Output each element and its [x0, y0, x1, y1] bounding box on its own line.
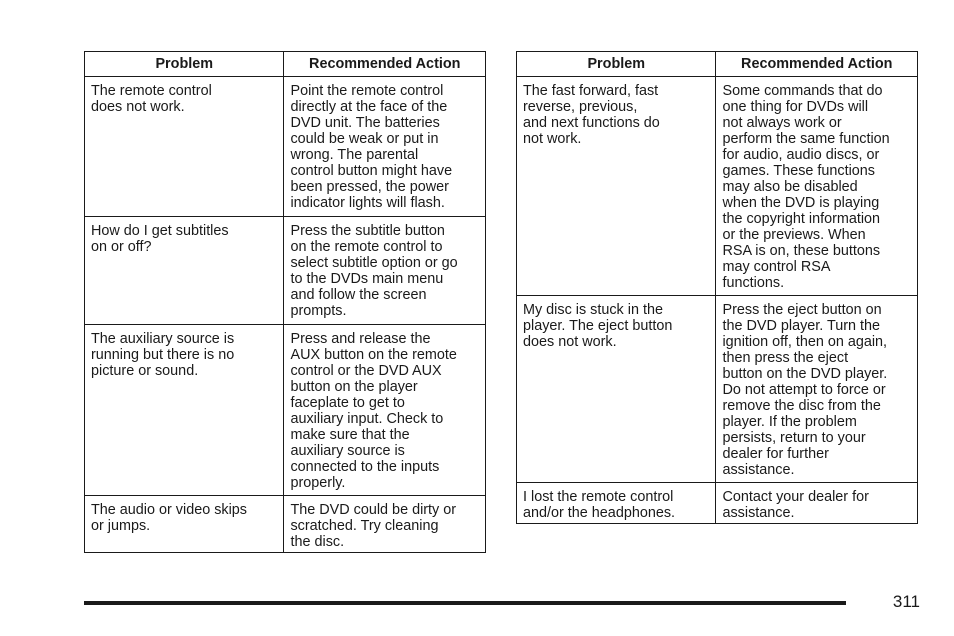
action-cell: Point the remote control directly at the face of the DVD unit. The batteries could be weak or put in wrong. The parental control button might have been pressed, the power indicator lights will flash.	[284, 77, 486, 217]
table-row	[517, 296, 918, 483]
problem-cell: The audio or video skips or jumps.	[85, 496, 284, 553]
table-header-row	[517, 52, 918, 77]
table-row	[517, 77, 918, 296]
header-recommended-action: Recommended Action	[284, 52, 486, 77]
table-row	[85, 77, 486, 217]
problem-cell: How do I get subtitles on or off?	[85, 217, 284, 325]
action-cell: Some commands that do one thing for DVDs will not always work or perform the same function for audio, audio discs, or games. These functions may also be disabled when the DVD is playing the copyright information or the previews. When RSA is on, these buttons may control RSA functions.	[716, 77, 918, 296]
action-cell: Press the subtitle button on the remote control to select subtitle option or go to the DVDs main menu and follow the screen prompts.	[284, 217, 486, 325]
table-row	[85, 217, 486, 325]
action-cell: Contact your dealer for assistance.	[716, 483, 918, 524]
problem-cell: I lost the remote control and/or the headphones.	[517, 483, 716, 524]
problem-cell: The fast forward, fast reverse, previous, and next functions do not work.	[517, 77, 716, 296]
problem-cell: My disc is stuck in the player. The eject button does not work.	[517, 296, 716, 483]
table-row	[85, 496, 486, 553]
problem-cell: The auxiliary source is running but there is no picture or sound.	[85, 325, 284, 496]
header-problem: Problem	[517, 52, 716, 77]
table-row	[85, 325, 486, 496]
header-problem: Problem	[85, 52, 284, 77]
action-cell: The DVD could be dirty or scratched. Try cleaning the disc.	[284, 496, 486, 553]
problem-cell: The remote control does not work.	[85, 77, 284, 217]
page-number: 311	[892, 592, 920, 611]
table-header-row	[85, 52, 486, 77]
footer-rule	[84, 601, 846, 605]
action-cell: Press and release the AUX button on the remote control or the DVD AUX button on the player faceplate to get to auxiliary input. Check to make sure that the auxiliary source is connected to the inputs properly.	[284, 325, 486, 496]
header-recommended-action: Recommended Action	[716, 52, 918, 77]
troubleshooting-table-left	[84, 51, 486, 553]
troubleshooting-table-right	[516, 51, 918, 524]
action-cell: Press the eject button on the DVD player. Turn the ignition off, then on again, then press the eject button on the DVD player. Do not attempt to force or remove the disc from the player. If the problem persists, return to your dealer for further assistance.	[716, 296, 918, 483]
table-row	[517, 483, 918, 524]
